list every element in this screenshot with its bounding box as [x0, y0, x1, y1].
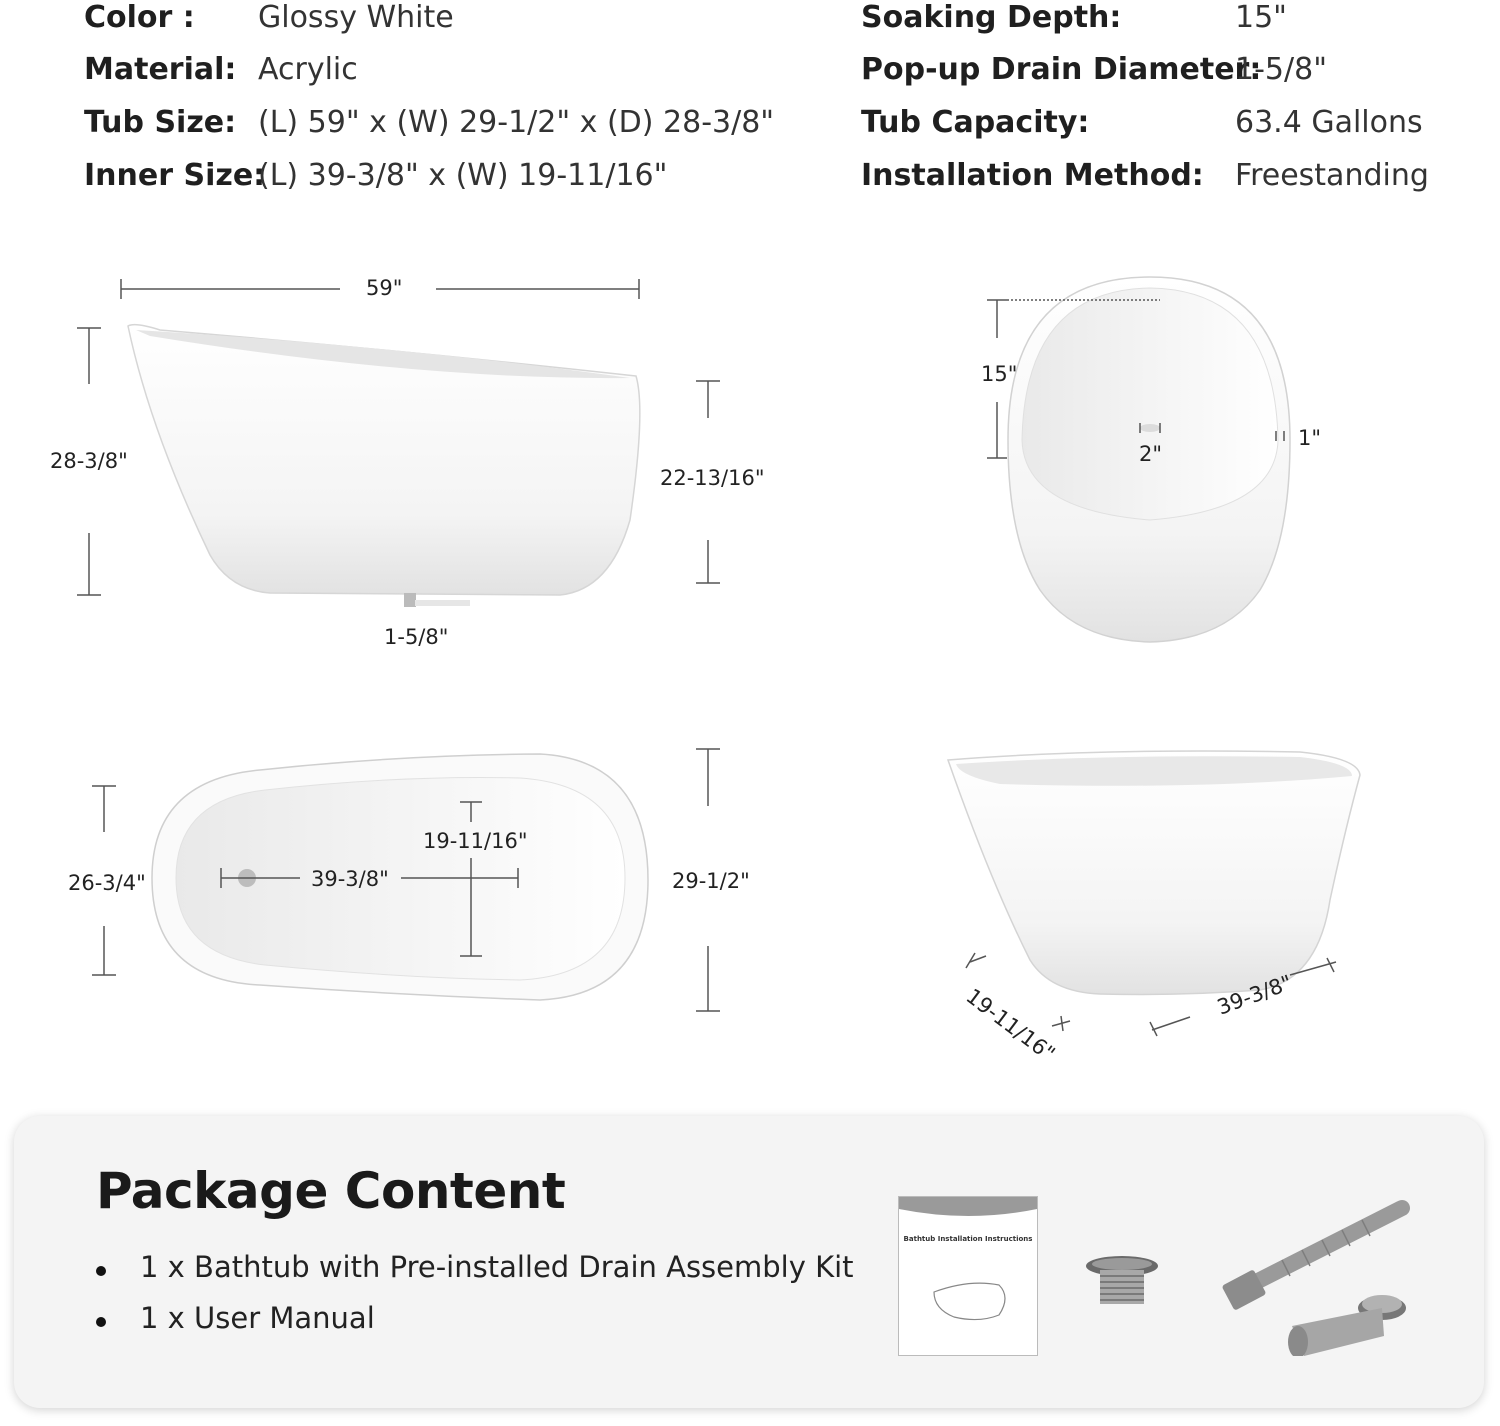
dim-rim: 1" — [1298, 426, 1322, 450]
spec-installation-method: Installation Method: Freestanding — [861, 158, 1429, 193]
package-list — [96, 1242, 854, 1344]
dim-outer-width: 29-1/2" — [672, 869, 750, 893]
spec-tub-size: Tub Size: (L) 59" x (W) 29-1/2" x (D) 28-3/8" — [84, 105, 775, 140]
side-view-tub — [128, 325, 640, 607]
dim-front-height: 22-13/16" — [660, 466, 765, 490]
dim-perspective-length: 39-3/8" — [1214, 970, 1296, 1020]
package-title: Package Content — [96, 1162, 566, 1220]
spec-inner-size: Inner Size: (L) 39-3/8" x (W) 19-11/16" — [84, 158, 668, 193]
spec-tub-capacity: Tub Capacity: 63.4 Gallons — [861, 105, 1423, 140]
dim-outer-width-small: 26-3/4" — [68, 871, 146, 895]
dim-length: 59" — [366, 276, 403, 300]
manual-title: Bathtub Installation Instructions — [903, 1235, 1033, 1243]
drain-assembly-kit-image — [1212, 1196, 1422, 1356]
spec-soaking-depth: Soaking Depth: 15" — [861, 0, 1287, 35]
spec-material: Material: Acrylic — [84, 52, 358, 87]
spec-color: Color : Glossy White — [84, 0, 454, 35]
manual-tub-sketch — [899, 1197, 1037, 1355]
top-view-tub — [152, 754, 648, 1000]
perspective-view-tub — [948, 751, 1360, 995]
dim-height: 28-3/8" — [50, 449, 128, 473]
pop-up-drain-image — [1084, 1256, 1164, 1326]
dim-drain-width: 2" — [1139, 442, 1163, 466]
dim-soaking-depth: 15" — [981, 362, 1018, 386]
package-item-manual: 1 x User Manual — [96, 1293, 854, 1344]
package-item-bathtub: 1 x Bathtub with Pre-installed Drain Assembly Kit — [96, 1242, 854, 1293]
dim-drain: 1-5/8" — [384, 625, 449, 649]
package-content-panel — [14, 1116, 1484, 1408]
spec-drain-diameter: Pop-up Drain Diameter: 1-5/8" — [861, 52, 1327, 87]
dim-inner-length: 39-3/8" — [311, 867, 389, 891]
dim-perspective-width: 19-11/16" — [961, 984, 1060, 1067]
user-manual-image — [898, 1196, 1038, 1356]
dim-inner-width: 19-11/16" — [423, 829, 528, 853]
